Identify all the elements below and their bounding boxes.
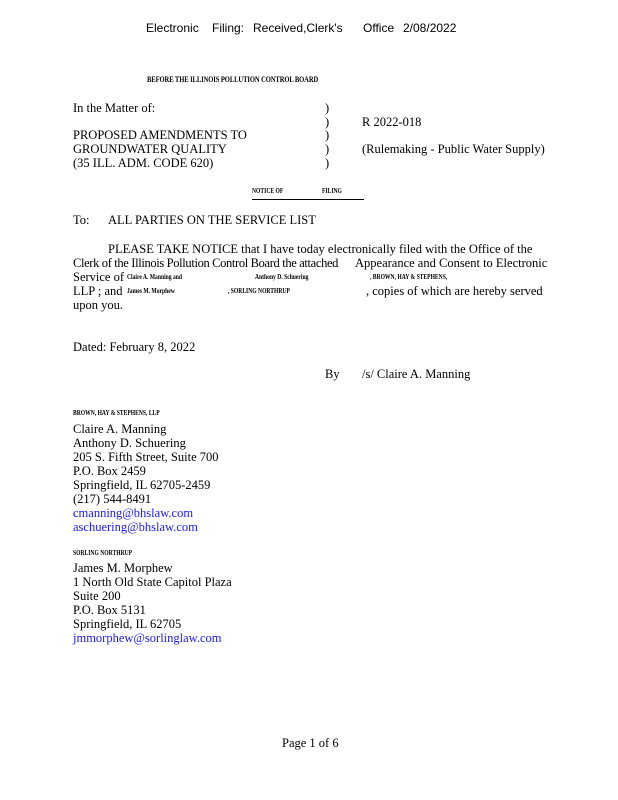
firm1-line: 205 S. Fifth Street, Suite 700 bbox=[73, 450, 219, 464]
header-office: Office bbox=[363, 21, 395, 35]
email-link[interactable]: aschuering@bhslaw.com bbox=[73, 520, 198, 534]
firm1-line: Claire A. Manning bbox=[73, 422, 167, 436]
email-link[interactable]: cmanning@bhslaw.com bbox=[73, 506, 194, 520]
firm1-line: Springfield, IL 62705-2459 bbox=[73, 478, 211, 492]
body-line3a: Service of bbox=[73, 270, 125, 284]
caption-line1: PROPOSED AMENDMENTS TO bbox=[73, 128, 247, 142]
header-electronic: Electronic bbox=[146, 21, 199, 35]
body-name3: James M. Morphew bbox=[127, 287, 175, 295]
header-date: 2/08/2022 bbox=[403, 21, 457, 35]
page-number: Page 1 of 6 bbox=[282, 736, 339, 750]
caption-line3: (35 ILL. ADM. CODE 620) bbox=[73, 156, 214, 170]
docket-number: R 2022-018 bbox=[362, 115, 422, 129]
dated-line: Dated: February 8, 2022 bbox=[73, 340, 196, 354]
body-line4b: , copies of which are hereby served bbox=[366, 284, 543, 298]
matter-of: In the Matter of: bbox=[73, 101, 156, 115]
email-link[interactable]: jmmorphew@sorlinglaw.com bbox=[73, 631, 222, 645]
header-filing: Filing: bbox=[212, 21, 245, 35]
firm2-line: Springfield, IL 62705 bbox=[73, 617, 182, 631]
header-received: Received,Clerk's bbox=[253, 21, 343, 35]
firm2-line: P.O. Box 5131 bbox=[73, 603, 146, 617]
body-line2a: Clerk of the Illinois Pollution Control Board the attached bbox=[73, 256, 339, 270]
firm2-line: James M. Morphew bbox=[73, 561, 173, 575]
body-line4a: LLP ; and bbox=[73, 284, 123, 298]
firm1-line: (217) 544-8491 bbox=[73, 492, 152, 506]
firm2-line: 1 North Old State Capitol Plaza bbox=[73, 575, 232, 589]
notice-title bbox=[252, 186, 364, 200]
firm2-line: Suite 200 bbox=[73, 589, 121, 603]
to-text: ALL PARTIES ON THE SERVICE LIST bbox=[108, 213, 316, 227]
body-name2: Anthony D. Schuering bbox=[255, 273, 309, 281]
body-line2b: Appearance and Consent to Electronic bbox=[355, 256, 548, 270]
body-firm1: , BROWN, HAY & STEPHENS, bbox=[370, 273, 448, 281]
firm1-name: BROWN, HAY & STEPHENS, LLP bbox=[73, 409, 160, 417]
firm1-line: Anthony D. Schuering bbox=[73, 436, 186, 450]
signature-by: By bbox=[325, 367, 340, 381]
notice-title-part1: NOTICE OF bbox=[252, 187, 284, 195]
body-line5: upon you. bbox=[73, 298, 123, 312]
board-title: BEFORE THE ILLINOIS POLLUTION CONTROL BOARD bbox=[147, 75, 319, 84]
body-line1: PLEASE TAKE NOTICE that I have today electronically filed with the Office of the bbox=[108, 242, 533, 256]
notice-title-part2: FILING bbox=[322, 187, 342, 195]
firm1-line: P.O. Box 2459 bbox=[73, 464, 146, 478]
body-name1: Claire A. Manning and bbox=[127, 273, 182, 281]
caption-paren: ) bbox=[325, 156, 330, 170]
rulemaking-label: (Rulemaking - Public Water Supply) bbox=[362, 142, 545, 156]
caption-paren: ) bbox=[325, 101, 330, 115]
to-label: To: bbox=[73, 213, 90, 227]
caption-line2: GROUNDWATER QUALITY bbox=[73, 142, 227, 156]
firm2-name: SORLING NORTHRUP bbox=[73, 549, 133, 557]
caption-paren: ) bbox=[325, 128, 330, 142]
signature-name: /s/ Claire A. Manning bbox=[362, 367, 471, 381]
body-firm2: , SORLING NORTHRUP bbox=[228, 287, 290, 295]
caption-paren: ) bbox=[325, 115, 330, 129]
caption-paren: ) bbox=[325, 142, 330, 156]
